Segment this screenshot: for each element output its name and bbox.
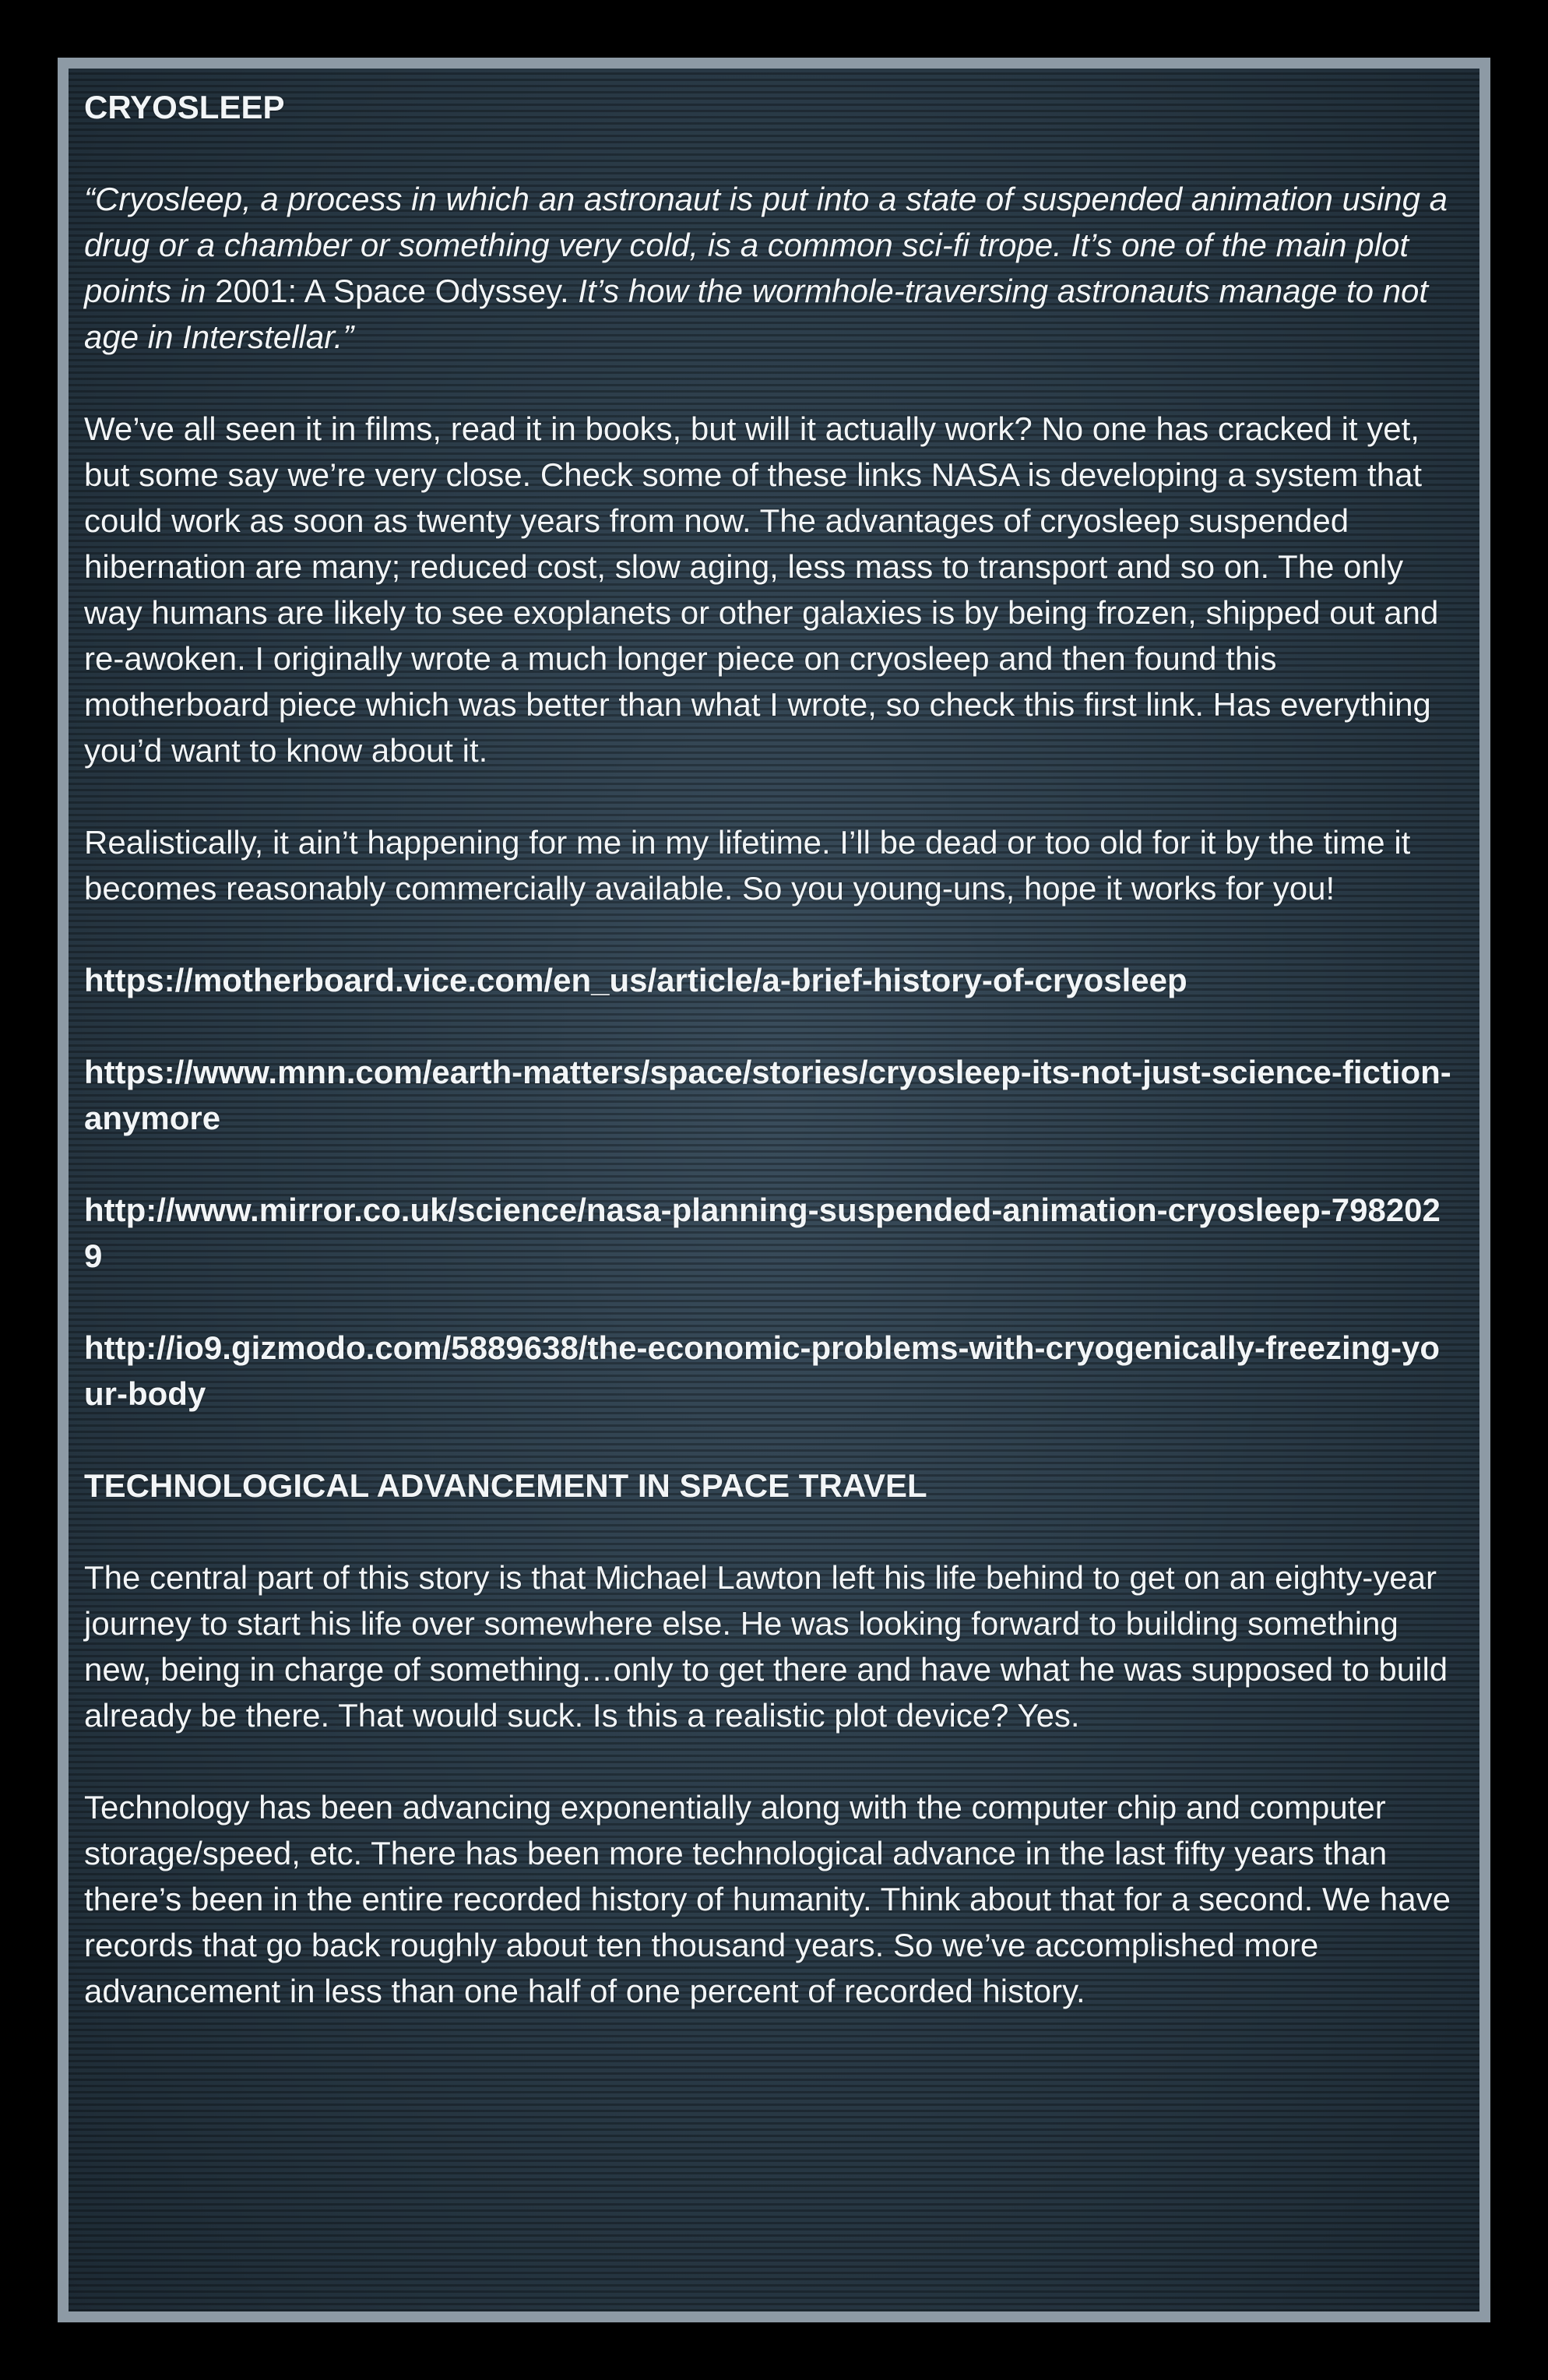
screen-frame	[58, 58, 1490, 2322]
link-mnn[interactable]: https://www.mnn.com/earth-matters/space/stories/cryosleep-its-not-just-science-fiction-anymore	[84, 1054, 1451, 1136]
cryosleep-quote	[84, 176, 1456, 360]
section-heading-cryosleep: CRYOSLEEP	[84, 89, 285, 125]
tech-paragraph-2: Technology has been advancing exponentially along with the computer chip and computer storage/speed, etc. There has been more technological advance in the last fifty years than there’s been in the entire recorded history of humanity. Think about that for a second. We have records that go back roughly about ten thousand years. So we’ve accomplished more advancement in less than one half of one percent of recorded history.	[84, 1789, 1451, 2009]
quote-film-title: 2001: A Space Odyssey.	[215, 273, 569, 309]
quote-text-part2: It’s how the wormhole-traversing astronauts manage to not age in Interstellar.”	[84, 273, 1429, 355]
cryosleep-paragraph-2: Realistically, it ain’t happening for me in my lifetime. I’ll be dead or too old for it by the time it becomes reasonably commercially available. So you young-uns, hope it works for you!	[84, 824, 1411, 907]
tech-paragraph-1: The central part of this story is that Michael Lawton left his life behind to get on an eighty-year journey to start his life over somewhere else. He was looking forward to building something new, being in charge of something…only to get there and have what he was supposed to build already be there. That would suck. Is this a realistic plot device? Yes.	[84, 1559, 1448, 1734]
cryosleep-paragraph-1: We’ve all seen it in films, read it in books, but will it actually work? No one has cracked it yet, but some say we’re very close. Check some of these links NASA is developing a system that could work as soon as twenty years from now. The advantages of cryosleep suspended hibernation are many; reduced cost, slow aging, less mass to transport and so on. The only way humans are likely to see exoplanets or other galaxies is by being frozen, shipped out and re-awoken. I originally wrote a much longer piece on cryosleep and then found this motherboard piece which was better than what I wrote, so check this first link. Has everything you’d want to know about it.	[84, 410, 1439, 769]
link-motherboard[interactable]: https://motherboard.vice.com/en_us/article/a-brief-history-of-cryosleep	[84, 962, 1187, 998]
section-heading-tech: TECHNOLOGICAL ADVANCEMENT IN SPACE TRAVEL	[84, 1467, 927, 1504]
quote-text-part1: “Cryosleep, a process in which an astronaut is put into a state of suspended animation using a drug or a chamber or something very cold, is a common sci-fi trope. It’s one of the main plot points in	[84, 181, 1448, 309]
link-mirror[interactable]: http://www.mirror.co.uk/science/nasa-planning-suspended-animation-cryosleep-7982029	[84, 1192, 1441, 1274]
screen-panel	[69, 69, 1479, 2311]
link-gizmodo[interactable]: http://io9.gizmodo.com/5889638/the-economic-problems-with-cryogenically-freezing-your-body	[84, 1329, 1440, 1412]
article-content	[84, 84, 1456, 2060]
